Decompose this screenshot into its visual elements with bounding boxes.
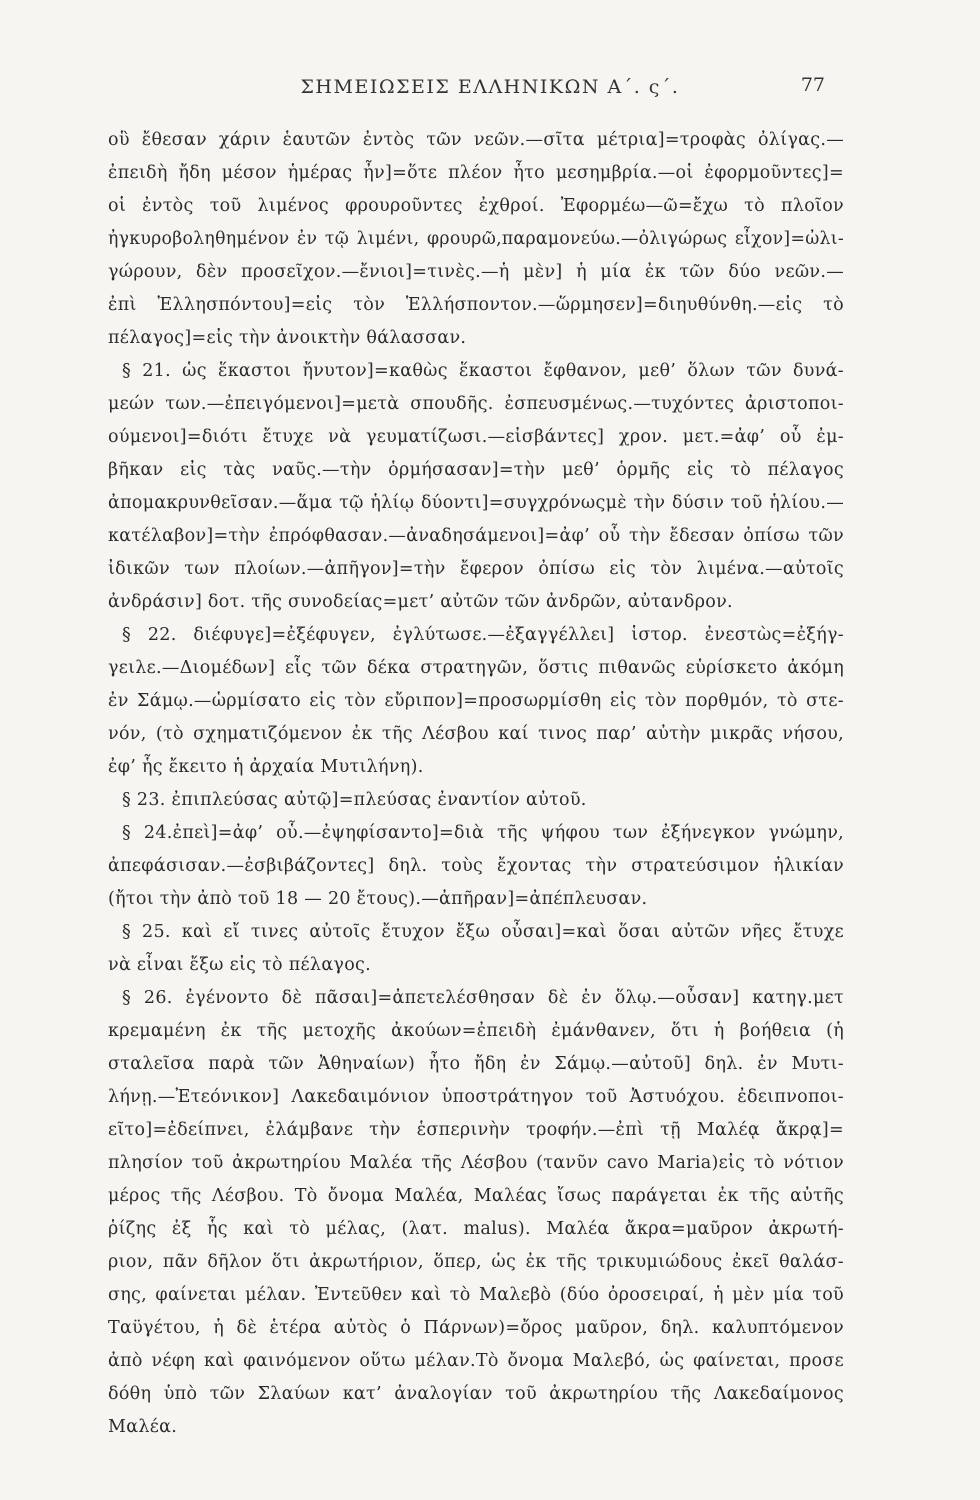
text-line: ἐν Σάμῳ.—ὡρμίσατο εἰς τὸν εὔριπον]=προσωρμίσθη εἰς τὸν πορθμόν, τὸ στε-	[108, 691, 844, 711]
text-line: νόν, (τὸ σχηματιζόμενον ἐκ τῆς Λέσβου καί τινος παρ’ αὐτὴν μικρᾶς νήσου,	[108, 724, 844, 744]
text-line: ἐπὶ Ἑλλησπόντου]=εἰς τὸν Ἑλλήσποντον.—ὥρμησεν]=διηυθύνθη.—εἰς τὸ	[108, 295, 844, 315]
text-line: § 25. καὶ εἴ τινες αὐτοῖς ἔτυχον ἔξω οὖσαι]=καὶ ὅσαι αὐτῶν νῆες ἔτυχε	[122, 922, 844, 942]
body-text	[108, 124, 844, 1444]
text-line: § 22. διέφυγε]=ἐξέφυγεν, ἐγλύτωσε.—ἐξαγγέλλει] ἱστορ. ἐνεστὼς=ἐξήγ-	[122, 625, 844, 645]
text-line: βῆκαν εἰς τὰς ναῦς.—τὴν ὁρμήσασαν]=τὴν μεθ’ ὁρμῆς εἰς τὸ πέλαγος	[108, 460, 844, 480]
text-line: ἰδικῶν των πλοίων.—ἀπῆγον]=τὴν ἔφερον ὀπίσω εἰς τὸν λιμένα.—αὐτοῖς	[108, 559, 844, 579]
text-line: πλησίον τοῦ ἀκρωτηρίου Μαλέα τῆς Λέσβου (τανῦν cavo Maria)εἰς τὸ νότιον	[108, 1153, 844, 1173]
text-line: κρεμαμένη ἐκ τῆς μετοχῆς ἀκούων=ἐπειδὴ ἐμάνθανεν, ὅτι ἡ βοήθεια (ἡ	[108, 1021, 844, 1041]
text-line: σταλεῖσα παρὰ τῶν Ἀθηναίων) ἦτο ἤδη ἐν Σάμῳ.—αὐτοῦ] δηλ. ἐν Μυτι-	[108, 1054, 844, 1074]
text-line: οἱ ἐντὸς τοῦ λιμένος φρουροῦντες ἐχθροί. Ἐφορμέω—ῶ=ἔχω τὸ πλοῖον	[108, 196, 844, 216]
text-line: κατέλαβον]=τὴν ἐπρόφθασαν.—ἀναδησάμενοι]=ἀφ’ οὗ τὴν ἔδεσαν ὀπίσω τῶν	[108, 526, 844, 546]
text-line: § 21. ὡς ἕκαστοι ἤνυτον]=καθὼς ἕκαστοι ἔφθανον, μεθ’ ὅλων τῶν δυνά-	[122, 361, 844, 381]
text-line: δόθη ὑπὸ τῶν Σλαύων κατ’ ἀναλογίαν τοῦ ἀκρωτηρίου τῆς Λακεδαίμονος	[108, 1384, 844, 1404]
text-line: γειλε.—Διομέδων] εἷς τῶν δέκα στρατηγῶν, ὅστις πιθανῶς εὑρίσκετο ἀκόμη	[108, 658, 844, 678]
text-line: Μαλέα.	[108, 1417, 178, 1437]
text-line: § 26. ἐγένοντο δὲ πᾶσαι]=ἀπετελέσθησαν δὲ ἐν ὅλῳ.—οὖσαν] κατηγ.μετ	[122, 988, 844, 1008]
text-line: ούμενοι]=διότι ἔτυχε νὰ γευματίζωσι.—εἰσβάντες] χρον. μετ.=ἀφ’ οὗ ἐμ-	[108, 427, 844, 447]
text-line: ἀπεφάσισαν.—ἐσβιβάζοντες] δηλ. τοὺς ἔχοντας τὴν στρατεύσιμον ἡλικίαν	[108, 856, 844, 876]
running-header: ΣΗΜΕΙΩΣΕΙΣ ΕΛΛΗΝΙΚΩΝ Α΄. ς΄.	[300, 76, 680, 98]
text-line: ῥίζης ἐξ ἧς καὶ τὸ μέλας, (λατ. malus). Μαλέα ἄκρα=μαῦρον ἀκρωτή-	[108, 1219, 844, 1239]
text-line: οὓ ἔθεσαν χάριν ἑαυτῶν ἐντὸς τῶν νεῶν.—σῖτα μέτρια]=τροφὰς ὀλίγας.—	[108, 130, 844, 150]
text-line: νὰ εἶναι ἔξω εἰς τὸ πέλαγος.	[108, 955, 371, 975]
page-number: 77	[800, 74, 825, 96]
text-line: πέλαγος]=εἰς τὴν ἀνοικτὴν θάλασσαν.	[108, 328, 467, 348]
text-line: ἐφ’ ἧς ἔκειτο ἡ ἀρχαία Μυτιλήνη).	[108, 757, 424, 777]
text-line: μεών των.—ἐπειγόμενοι]=μετὰ σπουδῆς. ἐσπευσμένως.—τυχόντες ἀριστοποι-	[108, 394, 844, 414]
text-line: § 24.ἐπεὶ]=ἀφ’ οὗ.—ἐψηφίσαντο]=διὰ τῆς ψήφου των ἐξήνεγκον γνώμην,	[122, 823, 844, 843]
text-line: ἐπειδὴ ἤδη μέσον ἡμέρας ἦν]=ὅτε πλέον ἦτο μεσημβρία.—οἱ ἐφορμοῦντες]=	[108, 163, 844, 183]
text-line: (ἤτοι τὴν ἀπὸ τοῦ 18 — 20 ἔτους).—ἀπῆραν]=ἀπέπλευσαν.	[108, 889, 648, 909]
text-line: ἀπομακρυνθεῖσαν.—ἅμα τῷ ἡλίῳ δύοντι]=συγχρόνωςμὲ τὴν δύσιν τοῦ ἡλίου.—	[108, 493, 844, 513]
text-line: ριον, πᾶν δῆλον ὅτι ἀκρωτήριον, ὅπερ, ὡς ἐκ τῆς τρικυμιώδους ἐκεῖ θαλάσ-	[108, 1252, 844, 1272]
text-line: μέρος τῆς Λέσβου. Τὸ ὄνομα Μαλέα, Μαλέας ἴσως παράγεται ἐκ τῆς αὐτῆς	[108, 1186, 844, 1206]
text-line: § 23. ἐπιπλεύσας αὐτῷ]=πλεύσας ἐναντίον αὐτοῦ.	[122, 790, 587, 810]
text-line: ἠγκυροβοληθημένον ἐν τῷ λιμένι, φρουρῶ,παραμονεύω.—ὀλιγώρως εἶχον]=ὠλι-	[108, 229, 844, 249]
text-line: ἀπὸ νέφη καὶ φαινόμενον οὕτω μέλαν.Τὸ ὄνομα Μαλεβό, ὡς φαίνεται, προσε	[108, 1351, 844, 1371]
text-line: Ταϋγέτου, ἡ δὲ ἑτέρα αὐτὸς ὁ Πάρνων)=ὄρος μαῦρον, δηλ. καλυπτόμενον	[108, 1318, 844, 1338]
text-line: εῖτο]=ἐδείπνει, ἐλάμβανε τὴν ἑσπερινὴν τροφήν.—ἐπὶ τῇ Μαλέᾳ ἄκρᾳ]=	[108, 1120, 844, 1140]
text-line: ἀνδράσιν] δοτ. τῆς συνοδείας=μετ’ αὐτῶν τῶν ἀνδρῶν, αὐτανδρον.	[108, 592, 733, 612]
text-line: γώρουν, δὲν προσεῖχον.—ἔνιοι]=τινὲς.—ἡ μὲν] ἡ μία ἐκ τῶν δύο νεῶν.—	[108, 262, 844, 282]
text-line: σης, φαίνεται μέλαν. Ἐντεῦθεν καὶ τὸ Μαλεβὸ (δύο ὀροσειραί, ἡ μὲν μία τοῦ	[108, 1285, 844, 1305]
text-line: λήνῃ.—Ἐτεόνικον] Λακεδαιμόνιον ὑποστράτηγον τοῦ Ἀστυόχου. ἐδειπνοποι-	[108, 1087, 844, 1107]
